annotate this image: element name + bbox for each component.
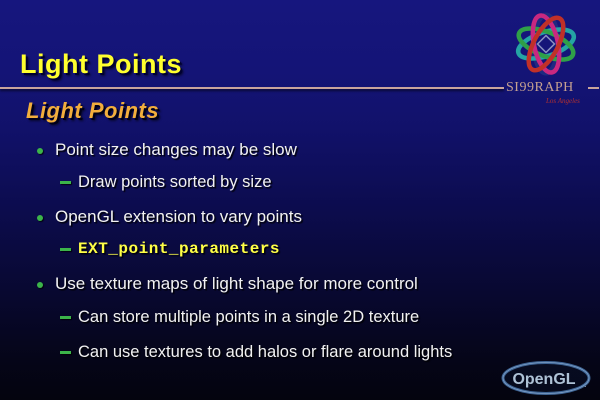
bullet-subitem-code: EXT_point_parameters bbox=[78, 240, 281, 258]
siggraph-wordmark: SI99RAPH bbox=[506, 80, 574, 95]
slide-subtitle: Light Points bbox=[26, 98, 160, 123]
bullet-dot-icon bbox=[37, 282, 43, 288]
bullet-dash-icon bbox=[60, 248, 71, 251]
bullet-dash-icon bbox=[60, 181, 71, 184]
bullet-dash-icon bbox=[60, 351, 71, 354]
bullet-dot-icon bbox=[37, 215, 43, 221]
opengl-logo-text: OpenGL bbox=[512, 371, 576, 388]
title-rule-divider bbox=[0, 87, 504, 89]
page-title: Light Points bbox=[20, 49, 182, 79]
siggraph-99-logo-icon bbox=[498, 2, 594, 86]
bullet-item: Point size changes may be slow bbox=[55, 140, 297, 159]
bullet-dot-icon bbox=[37, 148, 43, 154]
bullet-subitem: Can use textures to add halos or flare around lights bbox=[78, 343, 453, 361]
opengl-logo-icon bbox=[500, 360, 594, 397]
bullet-item: Use texture maps of light shape for more control bbox=[55, 274, 418, 293]
bullet-dash-icon bbox=[60, 316, 71, 319]
bullet-subitem: Draw points sorted by size bbox=[78, 173, 272, 191]
bullet-item: OpenGL extension to vary points bbox=[55, 207, 302, 226]
title-rule-end-dash bbox=[588, 87, 599, 89]
siggraph-city-label: Los Angeles bbox=[546, 97, 580, 105]
opengl-logo-tm: . bbox=[584, 379, 587, 389]
bullet-subitem: Can store multiple points in a single 2D texture bbox=[78, 308, 420, 326]
